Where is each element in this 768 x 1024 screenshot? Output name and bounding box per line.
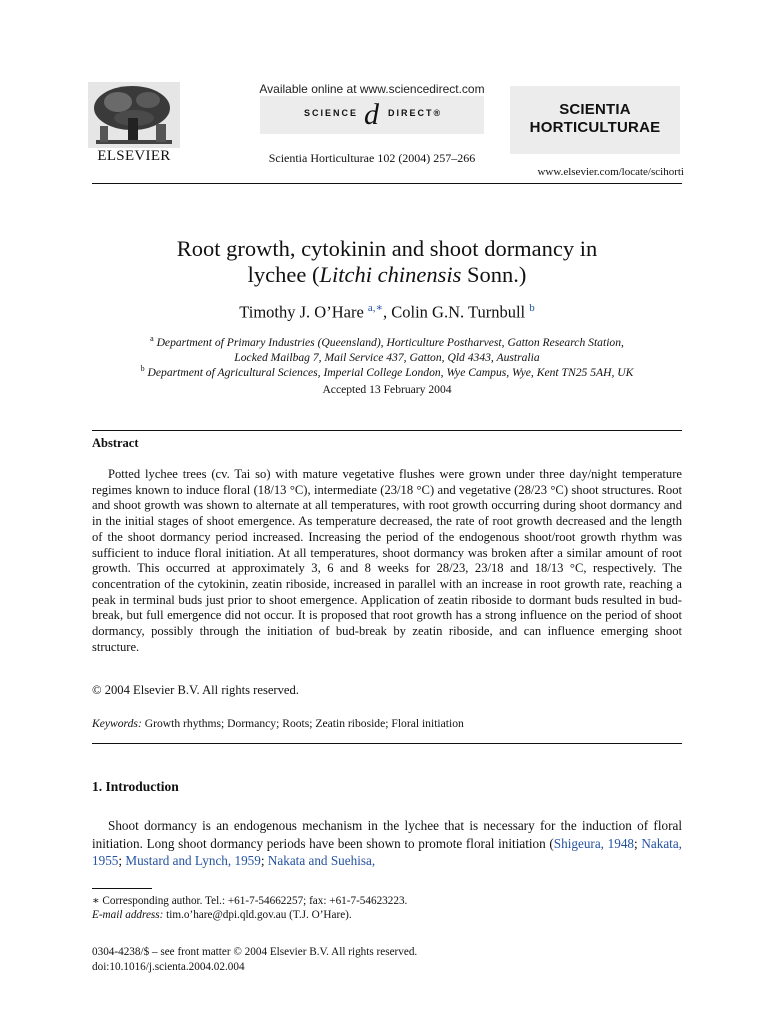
citation-link[interactable]: Nakata and Suehisa, — [267, 853, 376, 868]
front-matter-line: 0304-4238/$ – see front matter © 2004 Elsevier B.V. All rights reserved. — [92, 946, 418, 958]
keywords — [92, 717, 464, 730]
footnote-corresponding-author: ∗ Corresponding author. Tel.: +61-7-54662257; fax: +61-7-54623223. — [92, 895, 408, 907]
abstract-text: Potted lychee trees (cv. Tai so) with mature vegetative flushes were grown under three day/night temperature regimes known to induce floral (18/13 °C), intermediate (23/18 °C) and vegetative (28/23 °C) shoot structures. Root and shoot growth was shown to alternate at all temperatures, with root growth occurring during shoot dormancy and in the initial stages of shoot emergence. As temperature decreased, the rate of root growth decreased and the length of the shoot dormancy period increased. Increasing the period of the endogenous shoot/root growth rhythm was sufficient to induce floral initiation. At all temperatures, shoot dormancy was broken after a similar amount of root growth. This occurred at approximately 3, 6 and 8 weeks for 28/23, 23/18 and 18/13 °C, respectively. The concentration of the cytokinin, zeatin riboside, increased in parallel with an increase in root growth rate, reaching a peak in terminal buds just prior to shoot emergence. Application of zeatin riboside to dormant buds resulted in bud-break, but full emergence did not occur. It is proposed that root growth has a strong influence on the period of shoot dormancy, possibly through the initiation of bud-break by zeatin riboside, and can influence emerging shoot structure. — [92, 467, 682, 654]
affiliation-b — [92, 361, 682, 380]
citation-link[interactable]: Mustard and Lynch, 1959 — [125, 853, 261, 868]
citation-separator: ; — [634, 835, 642, 851]
elsevier-logo — [88, 82, 180, 164]
abstract-bottom-rule — [92, 743, 682, 744]
authors — [92, 301, 682, 323]
affiliation-a-line1: Department of Primary Industries (Queensland), Horticulture Postharvest, Gatton Research Station, — [156, 335, 624, 349]
section-heading-introduction: 1. Introduction — [92, 779, 179, 794]
sd-logo-right: DIRECT® — [388, 108, 443, 118]
affiliation-b-line1: Department of Agricultural Sciences, Imperial College London, Wye Campus, Wye, Kent TN25 5AH, UK — [147, 365, 634, 379]
author-2-marks[interactable]: b — [529, 302, 535, 314]
author-separator: , — [383, 302, 392, 322]
title-line-2-post: Sonn.) — [461, 262, 527, 287]
citation-separator: ; — [118, 853, 126, 868]
author-1: Timothy J. O’Hare — [239, 302, 364, 322]
affiliation-a-mark: a — [150, 334, 154, 343]
affiliation-b-mark: b — [140, 364, 145, 373]
sciencedirect-logo — [260, 96, 484, 134]
journal-logo — [510, 86, 680, 154]
available-online-text: Available online at www.sciencedirect.com — [259, 82, 485, 96]
footnote-email — [92, 909, 352, 921]
citation-link[interactable]: Shigeura, 1948 — [553, 835, 635, 851]
email-address[interactable]: tim.o’hare@dpi.qld.gov.au (T.J. O’Hare). — [163, 909, 352, 921]
title-line-2 — [92, 262, 682, 288]
accepted-date: Accepted 13 February 2004 — [322, 383, 452, 396]
sd-logo-mark: d — [364, 98, 379, 131]
journal-logo-line1: SCIENTIA — [559, 101, 631, 118]
journal-url[interactable]: www.elsevier.com/locate/scihorti — [537, 166, 684, 178]
journal-citation: Scientia Horticulturae 102 (2004) 257–266 — [268, 151, 476, 165]
title-line-1: Root growth, cytokinin and shoot dormancy in — [176, 236, 598, 261]
keywords-label: Keywords: — [92, 717, 142, 730]
keywords-list: Growth rhythms; Dormancy; Roots; Zeatin riboside; Floral initiation — [141, 717, 464, 730]
abstract-heading: Abstract — [92, 436, 139, 450]
intro-text-start: Shoot dormancy is an endogenous mechanism in the lychee that is necessary for the induction of floral initiation. Long shoot dormancy periods have been shown to promote floral initiation ( — [92, 818, 682, 851]
title-line-2-pre: lychee ( — [247, 262, 320, 287]
journal-logo-line2: HORTICULTURAE — [529, 119, 661, 136]
introduction-text — [92, 817, 682, 870]
email-label: E-mail address: — [92, 909, 164, 921]
publisher-name: ELSEVIER — [97, 148, 171, 164]
affiliation-a-line2: Locked Mailbag 7, Mail Service 437, Gatton, Qld 4343, Australia — [234, 350, 540, 364]
footnote-rule — [92, 888, 152, 889]
title-species: Litchi chinensis — [319, 262, 462, 287]
affiliation-a — [92, 331, 682, 365]
citation-separator: ; — [260, 853, 268, 868]
author-2: Colin G.N. Turnbull — [391, 302, 526, 322]
doi-line[interactable]: doi:10.1016/j.scienta.2004.02.004 — [92, 961, 245, 973]
sd-logo-left: SCIENCE — [304, 108, 359, 118]
abstract-copyright: © 2004 Elsevier B.V. All rights reserved. — [92, 683, 299, 697]
citation-link[interactable]: Nakata, 1955 — [92, 835, 682, 868]
abstract-top-rule — [92, 430, 682, 431]
article-title — [92, 236, 682, 288]
header-rule — [92, 183, 682, 184]
author-1-marks[interactable]: a,∗ — [367, 302, 383, 314]
